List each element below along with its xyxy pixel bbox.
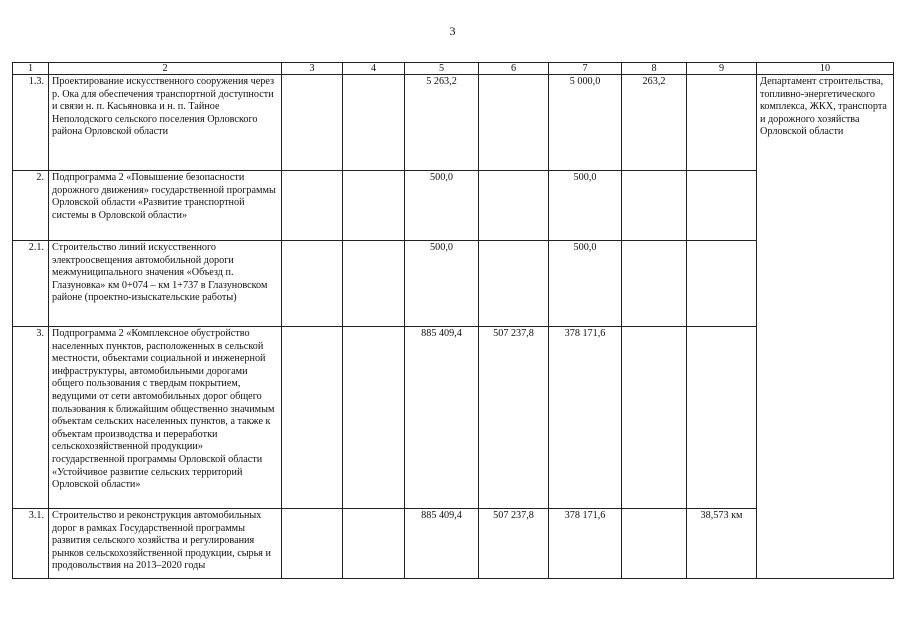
cell-col5: 885 409,4	[405, 327, 479, 509]
cell-col6	[479, 171, 549, 241]
cell-col8	[622, 241, 687, 327]
cell-col7: 378 171,6	[549, 327, 622, 509]
column-header: 6	[479, 63, 549, 75]
cell-col3	[282, 171, 343, 241]
row-name: Проектирование искусственного сооружения через р. Ока для обеспечения транспортной доступности и связи н. п. Касьяновка и н. п. Тайное Неполодского сельского поселения Орловского района Орловской области	[49, 75, 282, 171]
cell-col5: 500,0	[405, 241, 479, 327]
cell-col9	[687, 241, 757, 327]
cell-col8: 263,2	[622, 75, 687, 171]
cell-col7: 500,0	[549, 241, 622, 327]
row-index: 2.1.	[13, 241, 49, 327]
program-table	[12, 62, 894, 579]
cell-col6	[479, 241, 549, 327]
cell-col7: 5 000,0	[549, 75, 622, 171]
row-name: Подпрограмма 2 «Комплексное обустройство населенных пунктов, расположенных в сельской местности, объектами социальной и инженерной инфраструктуры, автомобильными дорогами общего пользования с твердым покрытием, ведущими от сети автомобильных дорог общего пользования к ближайшим общественно значимым объектам сельских населенных пунктов, а также к объектам производства и переработки сельскохозяйственной продукции» государственной программы Орловской области «Устойчивое развитие сельских территорий Орловской области»	[49, 327, 282, 509]
row-index: 2.	[13, 171, 49, 241]
row-name: Строительство и реконструкция автомобильных дорог в рамках Государственной программы развития сельского хозяйства и регулирования рынков сельскохозяйственной продукции, сырья и продовольствия на 2013–2020 годы	[49, 509, 282, 579]
page-number: 3	[449, 24, 456, 38]
cell-col5: 885 409,4	[405, 509, 479, 579]
cell-col6: 507 237,8	[479, 327, 549, 509]
cell-col9	[687, 171, 757, 241]
row-name: Строительство линий искусственного электроосвещения автомобильной дороги межмуниципального значения «Объезд п. Глазуновка» км 0+074 – км 1+737 в Глазуновском районе (проектно-изыскательские работы)	[49, 241, 282, 327]
column-header: 2	[49, 63, 282, 75]
column-header: 1	[13, 63, 49, 75]
cell-col8	[622, 171, 687, 241]
table-row	[13, 75, 894, 171]
column-header: 10	[757, 63, 894, 75]
row-index: 3.1.	[13, 509, 49, 579]
cell-col9	[687, 75, 757, 171]
header-row	[13, 63, 894, 75]
column-header: 7	[549, 63, 622, 75]
cell-col9: 38,573 км	[687, 509, 757, 579]
row-index: 1.3.	[13, 75, 49, 171]
cell-col9	[687, 327, 757, 509]
cell-col4	[343, 171, 405, 241]
cell-col4	[343, 75, 405, 171]
column-header: 3	[282, 63, 343, 75]
column-header: 4	[343, 63, 405, 75]
cell-col3	[282, 327, 343, 509]
cell-col5: 500,0	[405, 171, 479, 241]
cell-col4	[343, 241, 405, 327]
row-name: Подпрограмма 2 «Повышение безопасности дорожного движения» государственной программы Орловской области «Развитие транспортной системы в Орловской области»	[49, 171, 282, 241]
cell-col3	[282, 241, 343, 327]
row-index: 3.	[13, 327, 49, 509]
cell-col4	[343, 509, 405, 579]
column-header: 5	[405, 63, 479, 75]
cell-col4	[343, 327, 405, 509]
cell-col8	[622, 509, 687, 579]
cell-col6	[479, 75, 549, 171]
cell-col7: 500,0	[549, 171, 622, 241]
cell-col8	[622, 327, 687, 509]
cell-col7: 378 171,6	[549, 509, 622, 579]
cell-col3	[282, 75, 343, 171]
cell-col3	[282, 509, 343, 579]
cell-col6: 507 237,8	[479, 509, 549, 579]
cell-col5: 5 263,2	[405, 75, 479, 171]
column-header: 8	[622, 63, 687, 75]
column-header: 9	[687, 63, 757, 75]
department-cell: Департамент строительства, топливно-энергетического комплекса, ЖКХ, транспорта и дорожного хозяйства Орловской области	[757, 75, 894, 579]
